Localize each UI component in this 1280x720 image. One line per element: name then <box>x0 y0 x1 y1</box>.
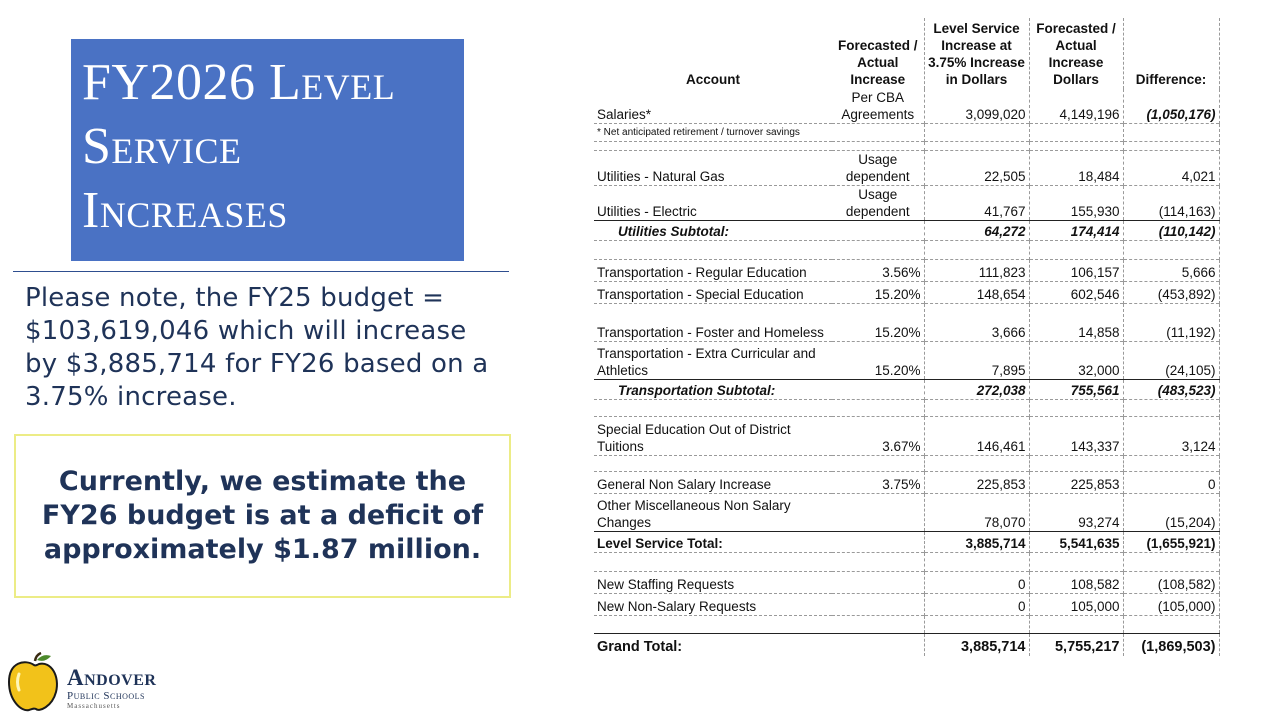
deficit-callout-text: Currently, we estimate the FY26 budget is at a deficit of approximately $1.87 million. <box>41 466 484 565</box>
cell-forecast: 755,561 <box>1029 380 1123 400</box>
cell-diff: (108,582) <box>1123 572 1219 594</box>
cell-level: 3,885,714 <box>924 634 1029 657</box>
cell-level: 0 <box>924 572 1029 594</box>
header-level-service: Level Service Increase at 3.75% Increase in Dollars <box>924 18 1029 89</box>
cell-level: 272,038 <box>924 380 1029 400</box>
deficit-callout <box>14 434 511 598</box>
cell-diff: (1,050,176) <box>1123 89 1219 124</box>
cell-account: Utilities - Electric <box>594 186 832 221</box>
cell-account: Salaries* <box>597 107 652 122</box>
district-logo <box>5 652 205 714</box>
cell-level: 41,767 <box>924 186 1029 221</box>
cell-account: Transportation - Special Education <box>594 282 832 304</box>
cell-diff: 3,124 <box>1123 417 1219 456</box>
cell-level: 7,895 <box>924 342 1029 380</box>
cell-rate <box>832 634 924 657</box>
cell-rate: 3.75% <box>832 472 924 494</box>
cell-rate <box>832 532 924 553</box>
table-row <box>594 572 1219 594</box>
apple-icon <box>5 652 63 714</box>
cell-forecast: 93,274 <box>1029 494 1123 532</box>
table-row <box>594 472 1219 494</box>
cell-rate: 15.20% <box>832 342 924 380</box>
cell-rate: Per CBA Agreements <box>832 89 924 124</box>
cell-diff: (483,523) <box>1123 380 1219 400</box>
table-spacer <box>594 142 1219 151</box>
header-difference: Difference: <box>1123 18 1219 89</box>
cell-forecast: 32,000 <box>1029 342 1123 380</box>
budget-note: Please note, the FY25 budget = $103,619,046 which will increase by $3,885,714 for FY26 based on a 3.75% increase. <box>25 283 489 412</box>
cell-account: Transportation Subtotal: <box>594 380 832 400</box>
cell-rate: 15.20% <box>832 304 924 342</box>
cell-account: General Non Salary Increase <box>594 472 832 494</box>
header-forecasted-dollars: Forecasted / Actual Increase Dollars <box>1029 18 1123 89</box>
cell-rate <box>832 380 924 400</box>
table-header-row <box>594 18 1219 89</box>
table-row <box>594 417 1219 456</box>
table-spacer <box>594 553 1219 572</box>
header-forecasted-increase: Forecasted / Actual Increase <box>832 18 924 89</box>
logo-subtitle: Public Schools <box>67 690 145 702</box>
cell-account: Other Miscellaneous Non Salary Changes <box>594 494 832 532</box>
cell-forecast: 4,149,196 <box>1029 89 1123 124</box>
logo-state: Massachusetts <box>67 702 121 710</box>
cell-forecast: 106,157 <box>1029 260 1123 282</box>
cell-diff: (1,869,503) <box>1123 634 1219 657</box>
slide-title-line-3: Increases <box>82 182 288 239</box>
table-row <box>594 260 1219 282</box>
salaries-footnote: * Net anticipated retirement / turnover savings <box>594 124 832 142</box>
cell-account: New Staffing Requests <box>594 572 832 594</box>
cell-level: 3,666 <box>924 304 1029 342</box>
cell-forecast: 602,546 <box>1029 282 1123 304</box>
table-row <box>594 304 1219 342</box>
title-divider <box>13 271 509 272</box>
cell-rate: Usage dependent <box>832 186 924 221</box>
cell-account: New Non-Salary Requests <box>594 594 832 616</box>
cell-level: 148,654 <box>924 282 1029 304</box>
table-spacer <box>594 456 1219 472</box>
cell-account: Transportation - Foster and Homeless <box>594 304 832 342</box>
slide-title-line-2: Service <box>82 118 242 175</box>
cell-level: 78,070 <box>924 494 1029 532</box>
cell-level: 0 <box>924 594 1029 616</box>
cell-level: 225,853 <box>924 472 1029 494</box>
title-box <box>71 39 464 261</box>
table-row <box>594 151 1219 186</box>
cell-account: Grand Total: <box>594 634 832 657</box>
table-subtotal-row <box>594 221 1219 241</box>
logo-name: Andover <box>67 665 157 690</box>
cell-level: 22,505 <box>924 151 1029 186</box>
cell-forecast: 225,853 <box>1029 472 1123 494</box>
cell-forecast: 174,414 <box>1029 221 1123 241</box>
budget-table <box>594 18 1220 656</box>
cell-account: Level Service Total: <box>594 532 832 553</box>
table-row <box>594 494 1219 532</box>
table-spacer <box>594 400 1219 417</box>
table-spacer <box>594 241 1219 260</box>
cell-forecast: 105,000 <box>1029 594 1123 616</box>
cell-account: Special Education Out of District Tuitions <box>594 417 832 456</box>
cell-rate: 3.67% <box>832 417 924 456</box>
cell-diff: 5,666 <box>1123 260 1219 282</box>
cell-rate <box>832 221 924 241</box>
table-row <box>594 186 1219 221</box>
cell-diff: (15,204) <box>1123 494 1219 532</box>
cell-diff: (110,142) <box>1123 221 1219 241</box>
table-row <box>594 89 1219 124</box>
cell-diff: (114,163) <box>1123 186 1219 221</box>
cell-rate: 3.56% <box>832 260 924 282</box>
cell-account: Utilities Subtotal: <box>594 221 832 241</box>
cell-forecast: 143,337 <box>1029 417 1123 456</box>
cell-forecast: 14,858 <box>1029 304 1123 342</box>
cell-rate <box>832 572 924 594</box>
table-total-row <box>594 532 1219 553</box>
cell-level: 64,272 <box>924 221 1029 241</box>
cell-rate <box>832 594 924 616</box>
table-row <box>594 342 1219 380</box>
table-subtotal-row <box>594 380 1219 400</box>
table-grand-total-row <box>594 634 1219 657</box>
cell-diff: 4,021 <box>1123 151 1219 186</box>
cell-level: 111,823 <box>924 260 1029 282</box>
table-spacer <box>594 616 1219 634</box>
cell-forecast: 5,541,635 <box>1029 532 1123 553</box>
cell-account: Transportation - Extra Curricular and Athletics <box>594 342 832 380</box>
cell-forecast: 108,582 <box>1029 572 1123 594</box>
cell-diff: 0 <box>1123 472 1219 494</box>
cell-rate: 15.20% <box>832 282 924 304</box>
cell-forecast: 18,484 <box>1029 151 1123 186</box>
cell-diff: (11,192) <box>1123 304 1219 342</box>
cell-account: Utilities - Natural Gas <box>594 151 832 186</box>
cell-rate: Usage dependent <box>832 151 924 186</box>
cell-diff: (105,000) <box>1123 594 1219 616</box>
slide-title-line-1: FY2026 Level <box>82 54 396 111</box>
cell-level: 3,885,714 <box>924 532 1029 553</box>
cell-level: 3,099,020 <box>924 89 1029 124</box>
cell-diff: (1,655,921) <box>1123 532 1219 553</box>
cell-forecast: 5,755,217 <box>1029 634 1123 657</box>
cell-level: 146,461 <box>924 417 1029 456</box>
table-footnote-row <box>594 124 1219 142</box>
cell-rate <box>832 494 924 532</box>
cell-account: Transportation - Regular Education <box>594 260 832 282</box>
table-row <box>594 282 1219 304</box>
table-row <box>594 594 1219 616</box>
cell-forecast: 155,930 <box>1029 186 1123 221</box>
cell-diff: (453,892) <box>1123 282 1219 304</box>
cell-diff: (24,105) <box>1123 342 1219 380</box>
header-account: Account <box>686 72 740 87</box>
